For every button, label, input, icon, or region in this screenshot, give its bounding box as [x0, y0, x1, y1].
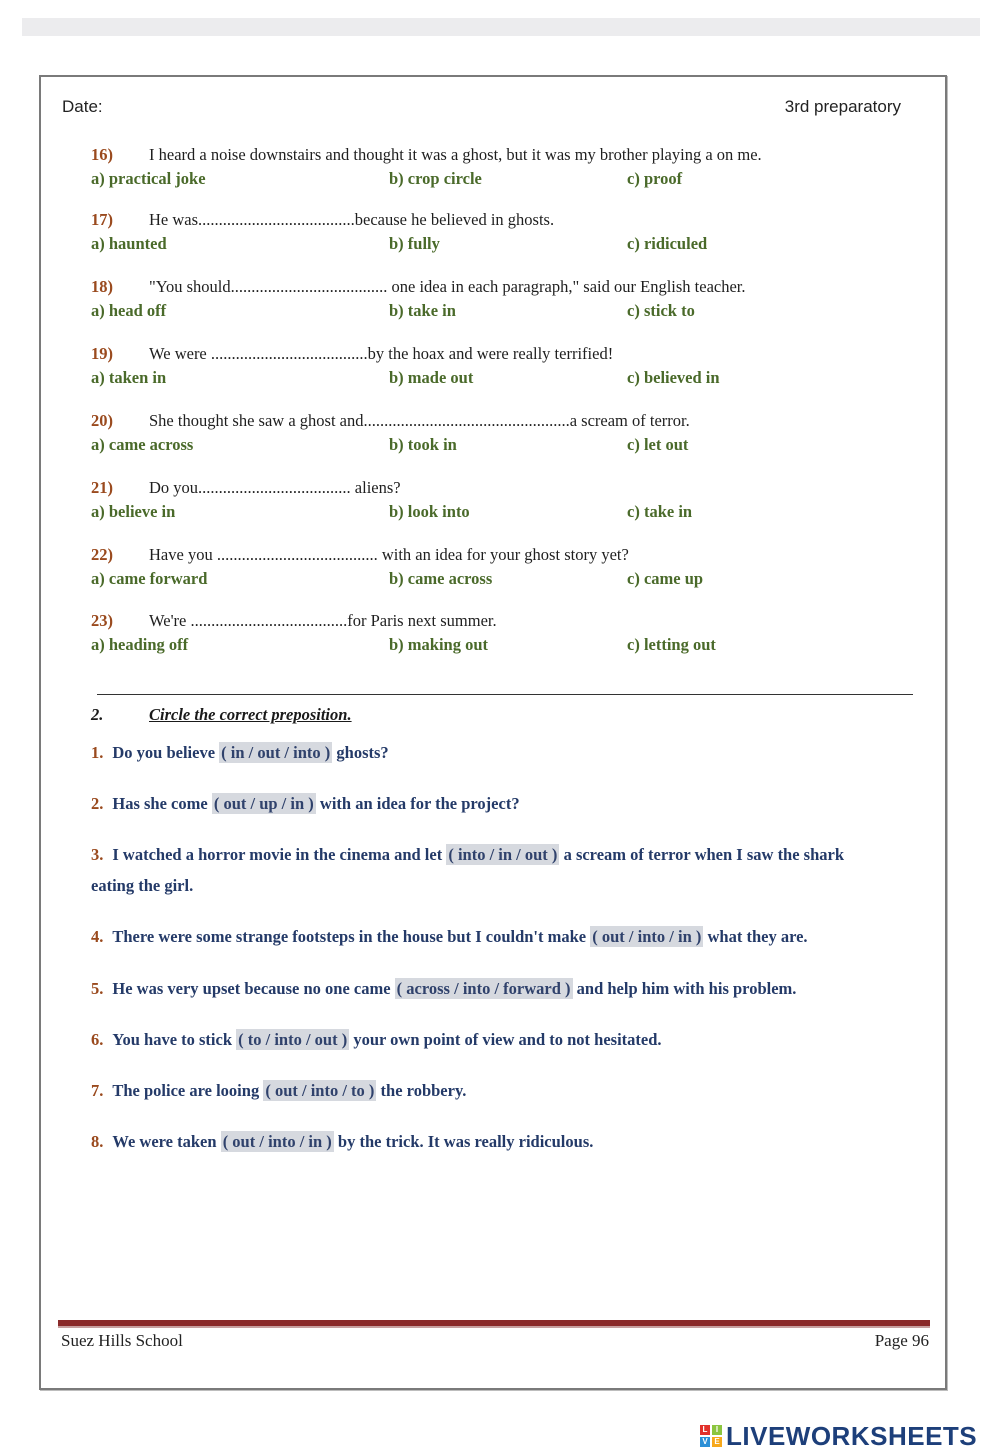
preposition-choices[interactable]: ( out / into / in ) — [592, 927, 702, 946]
preposition-choices[interactable]: ( to / into / out ) — [238, 1030, 348, 1049]
preposition-choices[interactable]: ( out / into / in ) — [222, 1132, 332, 1151]
liveworksheets-logo-icon: L I V E — [700, 1425, 722, 1447]
item-number: 7. — [91, 1081, 104, 1100]
item-number: 3. — [91, 845, 104, 864]
section-heading — [91, 705, 352, 725]
page-number: Page 96 — [874, 1331, 929, 1350]
date-label: Date: — [62, 97, 103, 116]
preposition-item — [91, 1024, 911, 1055]
question-text: Do you..................................... aliens? — [149, 478, 401, 497]
school-name: Suez Hills School — [61, 1331, 183, 1350]
grade-label: 3rd preparatory — [784, 97, 901, 116]
option-b[interactable]: b) fully — [389, 234, 440, 253]
option-c[interactable]: c) stick to — [627, 301, 695, 320]
option-a[interactable]: a) head off — [91, 301, 167, 320]
liveworksheets-brand[interactable] — [700, 1421, 977, 1451]
option-a[interactable]: a) practical joke — [91, 169, 206, 188]
question-item — [91, 545, 931, 595]
option-b[interactable]: b) making out — [389, 635, 489, 654]
sentence-start: We were taken — [112, 1132, 221, 1151]
preposition-item — [91, 1126, 911, 1157]
item-number: 6. — [91, 1030, 104, 1049]
item-number: 4. — [91, 927, 104, 946]
option-a[interactable]: a) haunted — [91, 234, 167, 253]
option-b[interactable]: b) made out — [389, 368, 474, 387]
question-text: He was......................................because he believed in ghosts. — [149, 210, 555, 229]
option-a[interactable]: a) heading off — [91, 635, 189, 654]
brand-name: LIVEWORKSHEETS — [726, 1420, 978, 1451]
sentence-start: There were some strange footsteps in the house but I couldn't make — [112, 927, 591, 946]
section-divider — [97, 694, 913, 695]
preposition-choices[interactable]: ( out / up / in ) — [213, 794, 314, 813]
option-b[interactable]: b) crop circle — [389, 169, 482, 188]
option-c[interactable]: c) proof — [627, 169, 683, 188]
item-number: 2. — [91, 794, 104, 813]
question-text: I heard a noise downstairs and thought it was a ghost, but it was my brother playing a on me. — [149, 145, 762, 164]
question-number: 22) — [91, 545, 113, 564]
question-text: We're ......................................for Paris next summer. — [149, 611, 497, 630]
footer-rule — [58, 1320, 930, 1328]
option-a[interactable]: a) came across — [91, 435, 194, 454]
question-number: 18) — [91, 277, 113, 296]
sentence-start: I watched a horror movie in the cinema and let — [112, 845, 447, 864]
question-item — [91, 210, 931, 260]
sentence-start: Has she come — [112, 794, 212, 813]
question-item — [91, 411, 931, 461]
item-number: 8. — [91, 1132, 104, 1151]
sentence-end: by the trick. It was really ridiculous. — [333, 1132, 594, 1151]
option-a[interactable]: a) taken in — [91, 368, 167, 387]
sentence-end: your own point of view and to not hesitated. — [349, 1030, 662, 1049]
option-c[interactable]: c) believed in — [627, 368, 720, 387]
preposition-choices[interactable]: ( out / into / to ) — [265, 1081, 375, 1100]
preposition-choices[interactable]: ( across / into / forward ) — [396, 979, 571, 998]
preposition-item — [91, 921, 911, 952]
question-text: She thought she saw a ghost and..................................................a scream of terror. — [149, 411, 690, 430]
option-c[interactable]: c) ridiculed — [627, 234, 708, 253]
preposition-choices[interactable]: ( in / out / into ) — [221, 743, 331, 762]
sentence-end: the robbery. — [376, 1081, 467, 1100]
question-number: 16) — [91, 145, 113, 164]
section-number: 2. — [91, 705, 104, 724]
question-item — [91, 478, 931, 528]
option-b[interactable]: b) look into — [389, 502, 470, 521]
preposition-item — [91, 839, 871, 901]
preposition-item — [91, 737, 911, 768]
question-text: Have you ....................................... with an idea for your ghost story yet? — [149, 545, 629, 564]
question-number: 21) — [91, 478, 113, 497]
sentence-start: He was very upset because no one came — [112, 979, 395, 998]
preposition-item — [91, 788, 911, 819]
option-a[interactable]: a) came forward — [91, 569, 208, 588]
sentence-end: and help him with his problem. — [572, 979, 797, 998]
option-c[interactable]: c) take in — [627, 502, 693, 521]
question-number: 19) — [91, 344, 113, 363]
option-c[interactable]: c) let out — [627, 435, 689, 454]
item-number: 5. — [91, 979, 104, 998]
question-item — [91, 611, 931, 661]
option-b[interactable]: b) took in — [389, 435, 457, 454]
sentence-start: Do you believe — [112, 743, 220, 762]
item-number: 1. — [91, 743, 104, 762]
option-b[interactable]: b) came across — [389, 569, 493, 588]
preposition-item — [91, 1075, 911, 1106]
option-c[interactable]: c) came up — [627, 569, 704, 588]
question-item — [91, 145, 931, 195]
question-text: We were ......................................by the hoax and were really terrified! — [149, 344, 614, 363]
question-item — [91, 277, 931, 327]
section-title: Circle the correct preposition. — [149, 705, 352, 724]
sentence-end: what they are. — [703, 927, 808, 946]
worksheet-page — [39, 75, 947, 1390]
question-text: "You should...................................... one idea in each paragraph," said our English teacher. — [149, 277, 746, 296]
question-item — [91, 344, 931, 394]
option-a[interactable]: a) believe in — [91, 502, 176, 521]
top-strip — [22, 18, 980, 36]
option-b[interactable]: b) take in — [389, 301, 456, 320]
question-number: 20) — [91, 411, 113, 430]
preposition-item — [91, 973, 911, 1004]
option-c[interactable]: c) letting out — [627, 635, 716, 654]
question-number: 17) — [91, 210, 113, 229]
sentence-start: The police are looing — [112, 1081, 264, 1100]
sentence-end: with an idea for the project? — [315, 794, 520, 813]
sentence-start: You have to stick — [112, 1030, 237, 1049]
sentence-end: ghosts? — [332, 743, 389, 762]
sentence-end: a scream of terror when I saw the shark eating the girl. — [91, 845, 845, 895]
preposition-choices[interactable]: ( into / in / out ) — [448, 845, 558, 864]
question-number: 23) — [91, 611, 113, 630]
